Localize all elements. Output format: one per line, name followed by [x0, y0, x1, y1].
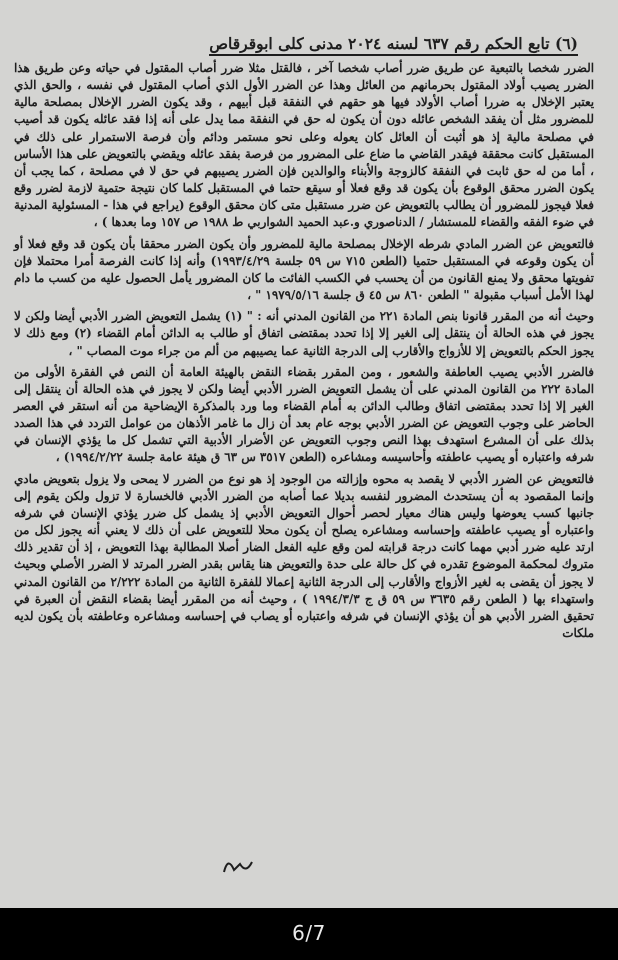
- page-counter: 6/7: [292, 921, 326, 945]
- paragraph: فالتعويض عن الضرر المادي شرطه الإخلال بمصلحة مالية للمضرور وأن يكون الضرر محققا بأن يكون قد وقع فعلا أو أن يكون وقوعه في المستقبل حتميا (الطعن ٧١٥ س ٥٩ جلسة ١٩٩٣/٤/٢٩) وأنه إذا كانت الفرصة أمرا محتملا فإن تفويتها محقق ولا يمنع القانون من أن يحسب في الكسب الفائت ما كان المضرور يأمل الحصول عليه من كسب ما دام لهذا الأمل أسباب مقبولة " الطعن ٨٦٠ س ٤٥ ق جلسة ١٩٧٩/٥/١٦ " ،: [14, 236, 594, 303]
- paragraph: وحيث أنه من المقرر قانونا بنص المادة ٢٢١ من القانون المدني أنه : " (١) يشمل التعويض الضرر الأدبي أيضا ولكن لا يجوز في هذه الحالة أن ينتقل إلى الغير إلا إذا تحدد بمقتضى اتفاق أو طالب به الدائن أمام القضاء (٢) ومع ذلك لا يجوز الحكم بالتعويض إلا للأزواج والأقارب إلى الدرجة الثانية عما يصيبهم من ألم من جراء موت المصاب " ،: [14, 309, 595, 358]
- document-body: [14, 60, 594, 646]
- handwritten-mark: [218, 852, 278, 880]
- paragraph: الضرر شخصا بالتبعية عن طريق ضرر أصاب شخصا آخر ، فالقتل مثلا ضرر أصاب المقتول في حياته وعن طريق هذا الضرر يصيب أولاد المقتول بحرمانهم من العائل وهذا عن الضرر الأول الذي أصاب المقتول في نفسه ، والحق الذي يعتبر الإخلال به ضررا أصاب الأولاد فيها هو حقهم في النفقة قبل أبيهم ، وقد يكون الضرر الإخلال بمصلحة مالية للمضرور مثل أن يفقد الشخص عائله دون أن يكون له حق في النفقة مما يدل على أنه إذا فقد عائله يكون قد أصيب في مصلحة مالية إذ هو أثبت أن العائل كان يعوله وعلى نحو مستمر ودائم وأن فرصة الاستمرار على ذلك في المستقبل كانت محققة فيقدر القاضي ما ضاع على المضرور من فرصة بفقد عائله ويقضي بالتعويض على هذا الأساس ، أما من له حق ثابت في النفقة كالزوجة والأبناء والوالدين فإن الضرر يصيبهم في حق لا في مصلحة ، كما يجب أن يكون الضرر محقق الوقوع بأن يكون قد وقع فعلا أو سيقع حتما في المستقبل كلما كان نتيجة حتمية لازمة لضرر وقع فعلا فيجوز للمضرور أن يطالب بالتعويض عن ضرر مستقبل متى كان محقق الوقوع (يراجع في هذا - المسئولية المدنية في ضوء الفقه والقضاء للمستشار / الدناصوري و.عبد الحميد الشواربي ط ١٩٨٨ ص ١٥٧ وما بعدها ) ،: [13, 61, 594, 230]
- paragraph: فالضرر الأدبي يصيب العاطفة والشعور ، ومن المقرر بقضاء النقض بالهيئة العامة أن النص في الفقرة الأولى من المادة ٢٢٢ من القانون المدني على أن يشمل التعويض الضرر الأدبي أيضا ولكن لا يجوز في هذه الحالة أن ينتقل إلى الغير إلا إذا تحدد بمقتضى اتفاق وطالب الدائن به أمام القضاء وما ورد بالمذكرة الإيضاحية من أنه استقر في العصر الحاضر على وجوب التعويض عن الضرر الأدبي بوجه عام بعد أن زال ما غامر الأذهان من عوامل التردد في هذا الصدد بذلك على أن المشرع استهدف بهذا النص وجوب التعويض عن الأضرار الأدبية التي تشمل كل ما يؤذي الإنسان في شرفه واعتباره أو يصيب عاطفته وأحاسيسه ومشاعره (الطعن ٣٥١٧ س ٦٣ ق هيئة عامة جلسة ١٩٩٤/٢/٢٢) ،: [14, 364, 595, 465]
- paragraph: فالتعويض عن الضرر الأدبي لا يقصد به محوه وإزالته من الوجود إذ هو نوع من الضرر لا يمحى ولا يزول بتعويض مادي وإنما المقصود به أن يستحدث المضرور لنفسه بديلا عما أصابه من الضرر الأدبي فالخسارة لا تزول ولكن يقوم إلى جانبها كسب يعوضها وليس هناك معيار لحصر أحوال التعويض الأدبي إذ يشمل كل ضرر يؤذي الإنسان في شرفه واعتباره أو يصيب عاطفته وإحساسه ومشاعره يصلح أن يكون محلا للتعويض على أن ذلك لا يعني أنه يجوز لكل من ارتد عليه ضرر أدبي مهما كانت درجة قرابته لمن وقع عليه الفعل الضار أصلا المطالبة بهذا التعويض ، إذ أن تقدير ذلك متروك لمحكمة الموضوع تقدره في كل حالة على حدة والتعويض هنا يقاس بقدر الضرر المرتد لا الضرر الأصلي وبحيث لا يجوز أن يقضى به لغير الأزواج والأقارب إلى الدرجة الثانية إعمالا للفقرة الثانية من المادة ٢/٢٢٢ من القانون المدني واستهداء بها ( الطعن رقم ٣٦٣٥ س ٥٩ ق ج ١٩٩٤/٣/٣ ) ، وحيث أنه من المقرر أيضا بقضاء النقض أن العبرة في تحقيق الضرر الأدبي هو أن يؤذي الإنسان في شرفه واعتباره أو يصاب في إحساسه ومشاعره وعاطفته بأن يكون لديه ملكات: [14, 471, 594, 640]
- page-header: (٦) تابع الحكم رقم ٦٣٧ لسنه ٢٠٢٤ مدنى كلى ابوقرقاص: [209, 34, 578, 56]
